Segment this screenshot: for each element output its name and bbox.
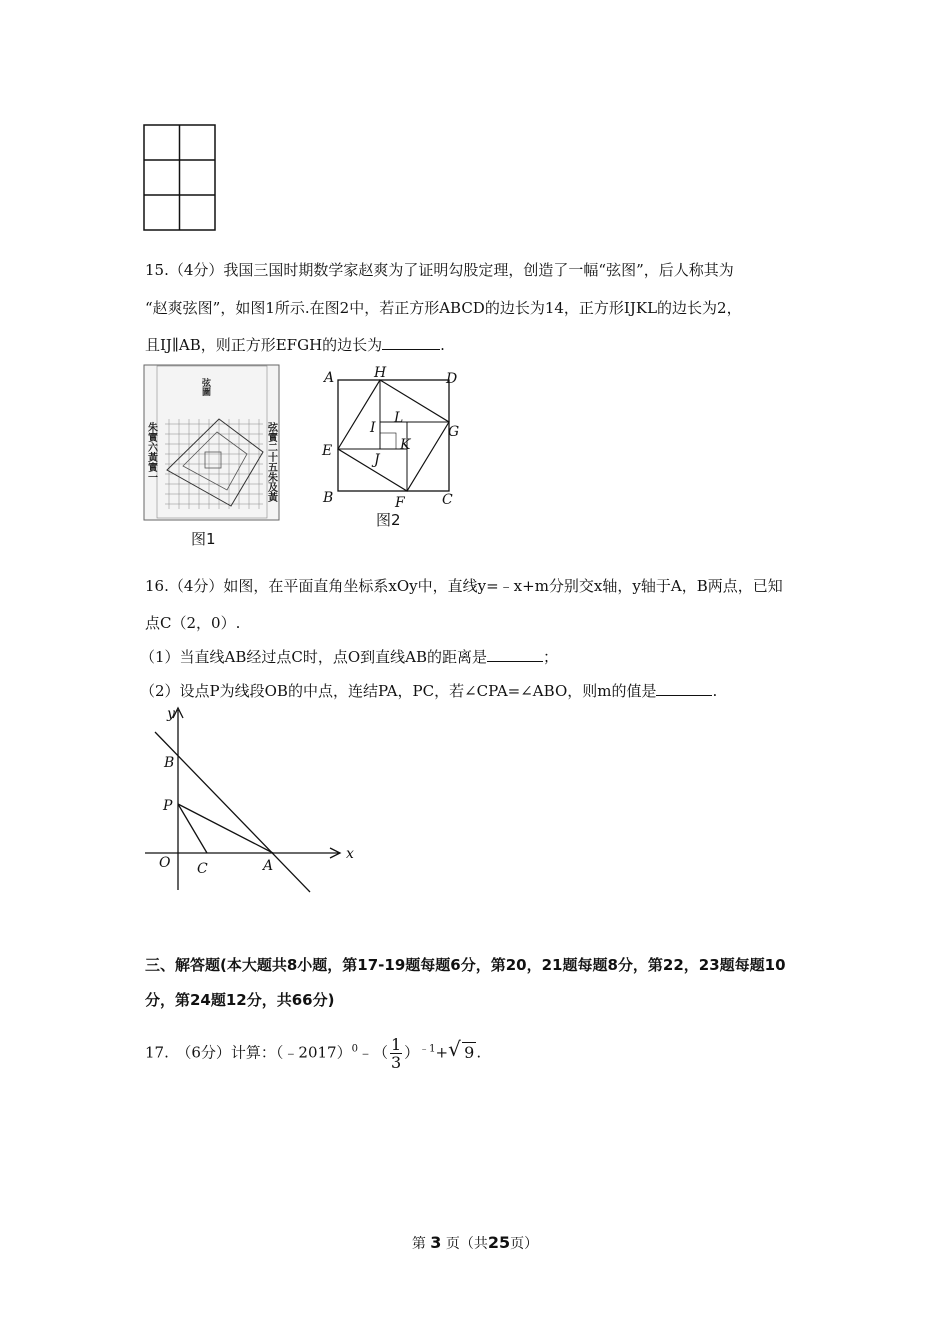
- q15-line3-end: .: [440, 336, 445, 354]
- q15-line1: 15.（4分）我国三国时期数学家赵爽为了证明勾股定理，创造了一幅“弦图”，后人称其为: [145, 261, 734, 279]
- fig2-label-B: B: [323, 490, 334, 506]
- fig2-label-L: L: [394, 410, 404, 426]
- q15-line2: “赵爽弦图”，如图1所示.在图2中，若正方形ABCD的边长为14，正方形IJKL的边长为2，: [145, 299, 742, 317]
- fig1-right-text: 弦實二十五朱及黃: [265, 422, 277, 502]
- fig2-label-A: A: [324, 370, 335, 386]
- figure2-square-diagram: [318, 364, 468, 532]
- grid-figure: [143, 124, 217, 232]
- graph-label-x: x: [346, 846, 354, 862]
- sqrt-icon: √: [448, 1036, 461, 1061]
- footer-mid: 页（共: [445, 1236, 488, 1252]
- section3-heading-line2: 分，第24题12分，共66分): [145, 991, 335, 1009]
- figure1-chord-diagram: [143, 364, 281, 524]
- footer-total-pages: 25: [487, 1233, 511, 1252]
- fig2-label-D: D: [446, 371, 458, 387]
- q17-sqrt: [448, 1036, 476, 1066]
- q17-end: .: [476, 1043, 482, 1062]
- q16-sub1-answer-blank[interactable]: [487, 647, 543, 662]
- q17-exp0: 0: [351, 1043, 358, 1055]
- q16-line1: 16.（4分）如图，在平面直角坐标系xOy中，直线y=﹣x+m分别交x轴，y轴于A，B两点，已知: [145, 577, 783, 595]
- q16-sub2-end: .: [712, 682, 718, 700]
- fig2-label-C: C: [442, 492, 453, 508]
- coordinate-graph: [140, 700, 370, 900]
- q17-plus: +: [435, 1043, 449, 1062]
- q15-line3-text: 且IJ∥AB，则正方形EFGH的边长为: [145, 336, 383, 354]
- fig2-label-I: I: [370, 420, 376, 436]
- footer-post: 页）: [510, 1236, 539, 1252]
- footer-page-number: 3: [430, 1233, 442, 1252]
- q16-sub2: [140, 681, 717, 701]
- q16-sub1-end: ；: [543, 648, 559, 666]
- graph-label-P: P: [163, 798, 173, 814]
- graph-label-O: O: [159, 855, 171, 871]
- footer-pre: 第: [411, 1236, 426, 1252]
- fig1-left-text: 朱實六黃實一: [145, 422, 157, 482]
- fig2-label-F: F: [395, 495, 405, 511]
- q17-minus: ﹣（: [357, 1043, 388, 1062]
- fig1-title: 弦圖: [200, 378, 210, 396]
- fig2-label-K: K: [400, 437, 411, 453]
- q17-frac-num: 1: [390, 1035, 402, 1054]
- fig2-label-H: H: [374, 365, 387, 381]
- q17-fraction: [390, 1036, 402, 1071]
- section3-heading-line1: 三、解答题(本大题共8小题，第17-19题每题6分，第20，21题每题8分，第22，23题每题10: [145, 956, 786, 974]
- q15-line3: [145, 335, 445, 355]
- q16-sub1: [140, 647, 558, 667]
- q17-close: ）: [404, 1043, 420, 1062]
- graph-label-A: A: [263, 858, 274, 874]
- fig2-label-G: G: [448, 424, 460, 440]
- fig2-caption: 图2: [376, 511, 401, 529]
- graph-label-B: B: [164, 755, 175, 771]
- page-footer: [0, 1233, 950, 1253]
- q17-line: [145, 1036, 481, 1071]
- q16-sub1-text: （1）当直线AB经过点C时，点O到直线AB的距离是: [140, 648, 488, 666]
- graph-label-y: y: [167, 706, 175, 722]
- q17-text: 17. （6分）计算：（﹣2017）: [145, 1043, 352, 1062]
- q16-sub2-text: （2）设点P为线段OB的中点，连结PA，PC，若∠CPA=∠ABO，则m的值是: [140, 682, 657, 700]
- q16-sub2-answer-blank[interactable]: [656, 681, 712, 696]
- q15-answer-blank[interactable]: [382, 335, 440, 350]
- q17-exp-neg1: ﹣1: [419, 1043, 436, 1055]
- q17-radicand: 9: [464, 1042, 475, 1062]
- fig2-label-E: E: [322, 443, 333, 459]
- q17-frac-den: 3: [390, 1053, 402, 1072]
- fig1-caption: 图1: [191, 530, 216, 548]
- fig2-label-J: J: [374, 452, 380, 468]
- q16-line2: 点C（2，0）.: [145, 614, 241, 632]
- graph-label-C: C: [197, 861, 208, 877]
